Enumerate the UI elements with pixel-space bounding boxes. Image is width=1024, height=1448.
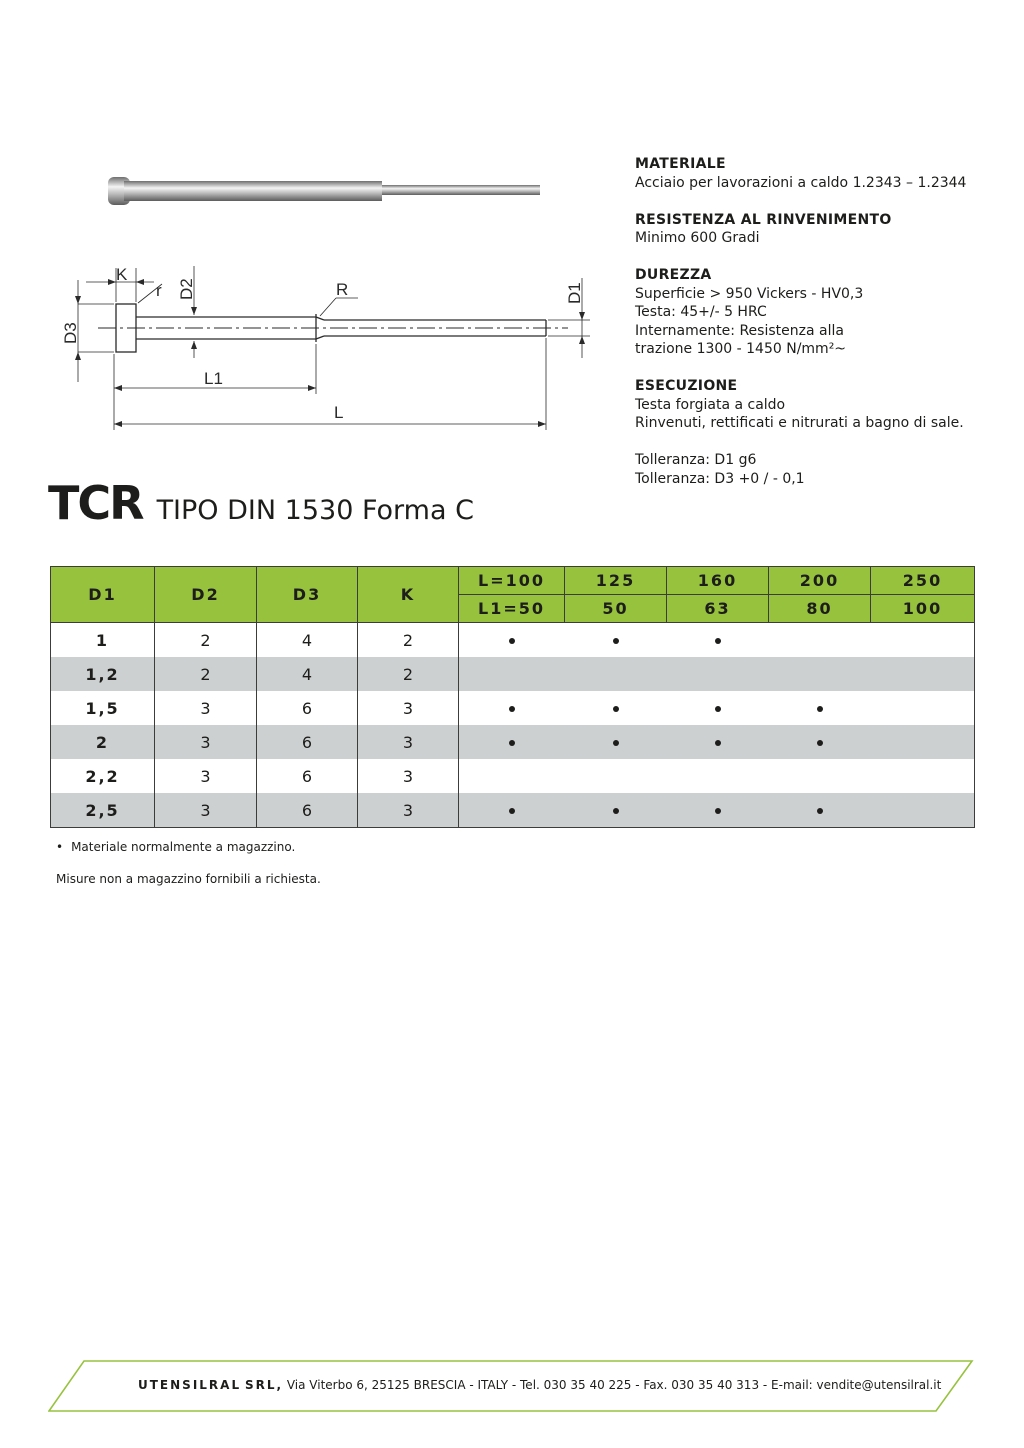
table-row (51, 725, 975, 759)
header-length-l-3: 200 (769, 567, 871, 595)
availability-cell (565, 793, 667, 828)
availability-cell (769, 725, 871, 759)
availability-cell (667, 691, 769, 725)
availability-cell (769, 623, 871, 658)
header-length-l1-4: 100 (871, 595, 975, 623)
header-length-l1-2: 63 (667, 595, 769, 623)
in-stock-dot (613, 638, 619, 644)
cell-k: 3 (358, 793, 459, 828)
availability-cell (565, 691, 667, 725)
header-length-l1-1: 50 (565, 595, 667, 623)
table-row (51, 657, 975, 691)
cell-d1: 2 (51, 725, 155, 759)
in-stock-dot (613, 706, 619, 712)
availability-cell (565, 725, 667, 759)
cell-d2: 2 (155, 623, 257, 658)
cell-d1: 1,2 (51, 657, 155, 691)
in-stock-dot (509, 808, 515, 814)
in-stock-dot (509, 638, 515, 644)
in-stock-dot (509, 740, 515, 746)
availability-cell (459, 725, 565, 759)
ejector-pin-photo (100, 165, 550, 215)
availability-cell (565, 657, 667, 691)
availability-cell (565, 623, 667, 658)
table-row (51, 623, 975, 658)
company-name: UTENSILRAL (138, 1378, 242, 1392)
cell-d3: 4 (257, 657, 358, 691)
availability-cell (459, 793, 565, 828)
product-subtitle: TIPO DIN 1530 Forma C (156, 495, 474, 526)
availability-cell (667, 793, 769, 828)
dimensions-table (50, 566, 975, 828)
in-stock-dot (715, 706, 721, 712)
availability-cell (667, 623, 769, 658)
cell-d1: 1 (95, 630, 110, 650)
header-length-l1-3: 80 (769, 595, 871, 623)
header-k: K (358, 567, 459, 623)
dim-label-d1: D1 (565, 282, 584, 304)
in-stock-dot (715, 740, 721, 746)
dim-label-l1: L1 (204, 369, 223, 388)
availability-cell (769, 691, 871, 725)
cell-d1: 1,5 (85, 698, 120, 718)
dim-label-k: K (116, 265, 128, 284)
in-stock-dot (509, 706, 515, 712)
availability-cell (769, 759, 871, 793)
availability-cell (769, 657, 871, 691)
cell-d2: 3 (155, 725, 257, 759)
cell-d2: 2 (155, 657, 257, 691)
spec-material: MATERIALE Acciaio per lavorazioni a caldo 1.2343 – 1.2344 (635, 156, 967, 191)
spec-tolerances: Tolleranza: D1 g6 Tolleranza: D3 +0 / - 0,1 (635, 452, 805, 487)
in-stock-dot (817, 740, 823, 746)
cell-d3: 6 (257, 759, 358, 793)
cell-d1: 2,2 (85, 766, 120, 786)
cell-k: 3 (358, 691, 459, 725)
availability-cell (871, 725, 975, 759)
header-d3: D3 (257, 567, 358, 623)
footer-contact (138, 1378, 941, 1392)
cell-d3: 4 (257, 623, 358, 658)
availability-cell (459, 759, 565, 793)
availability-cell (667, 759, 769, 793)
header-length-l-1: 125 (565, 567, 667, 595)
availability-cell (871, 793, 975, 828)
specifications (635, 155, 1005, 507)
company-suffix: SRL, (244, 1378, 284, 1392)
availability-cell (667, 725, 769, 759)
table-row (51, 691, 975, 725)
cell-d2: 3 (155, 793, 257, 828)
header-length-l1-0: L1=50 (459, 595, 565, 623)
availability-cell (769, 793, 871, 828)
in-stock-dot (613, 808, 619, 814)
dim-label-big-r: R (336, 280, 349, 299)
availability-cell (565, 759, 667, 793)
header-length-l-2: 160 (667, 567, 769, 595)
availability-cell (459, 623, 565, 658)
spec-tempering: RESISTENZA AL RINVENIMENTO Minimo 600 Gradi (635, 211, 892, 246)
header-length-l-4: 250 (871, 567, 975, 595)
in-stock-dot (715, 808, 721, 814)
spec-hardness: DUREZZA Superficie > 950 Vickers - HV0,3 Testa: 45+/- 5 HRC Internamente: Resistenza alla trazione 1300 - 1450 N/mm²~ (635, 267, 864, 357)
product-title (48, 476, 474, 530)
cell-k: 3 (358, 725, 459, 759)
bullet-dot: • (56, 840, 64, 854)
stock-note: • Materiale normalmente a magazzino. (56, 840, 296, 854)
in-stock-dot (817, 706, 823, 712)
footer (48, 1360, 974, 1412)
table-body (51, 623, 975, 828)
cell-k: 2 (358, 657, 459, 691)
availability-cell (871, 691, 975, 725)
availability-cell (667, 657, 769, 691)
cell-d3: 6 (257, 691, 358, 725)
dim-label-d3: D3 (61, 322, 80, 344)
header-d2: D2 (155, 567, 257, 623)
availability-cell (871, 623, 975, 658)
dim-label-d2: D2 (177, 278, 196, 300)
in-stock-dot (715, 638, 721, 644)
in-stock-dot (817, 808, 823, 814)
cell-k: 2 (358, 623, 459, 658)
header-length-l-0: L=100 (459, 567, 565, 595)
table-row (51, 759, 975, 793)
company-address: Via Viterbo 6, 25125 BRESCIA - ITALY - Tel. 030 35 40 225 - Fax. 030 35 40 313 - E-mail: vendite@utensilral.it (286, 1378, 942, 1392)
product-code: TCR (48, 476, 143, 530)
cell-d2: 3 (155, 759, 257, 793)
availability-cell (459, 657, 565, 691)
cell-d3: 6 (257, 725, 358, 759)
availability-cell (459, 691, 565, 725)
cell-k: 3 (358, 759, 459, 793)
cell-d3: 6 (257, 793, 358, 828)
dim-label-r: r (156, 281, 162, 300)
header-d1: D1 (51, 567, 155, 623)
technical-drawing (58, 258, 598, 438)
in-stock-dot (613, 740, 619, 746)
on-request-note: Misure non a magazzino fornibili a richiesta. (56, 872, 321, 886)
cell-d2: 3 (155, 691, 257, 725)
spec-execution: ESECUZIONE Testa forgiata a caldo Rinvenuti, rettificati e nitrurati a bagno di sale. (635, 378, 964, 431)
availability-cell (871, 759, 975, 793)
dim-label-l: L (334, 403, 344, 422)
cell-d1: 2,5 (51, 793, 155, 828)
availability-cell (871, 657, 975, 691)
table-row (51, 793, 975, 828)
